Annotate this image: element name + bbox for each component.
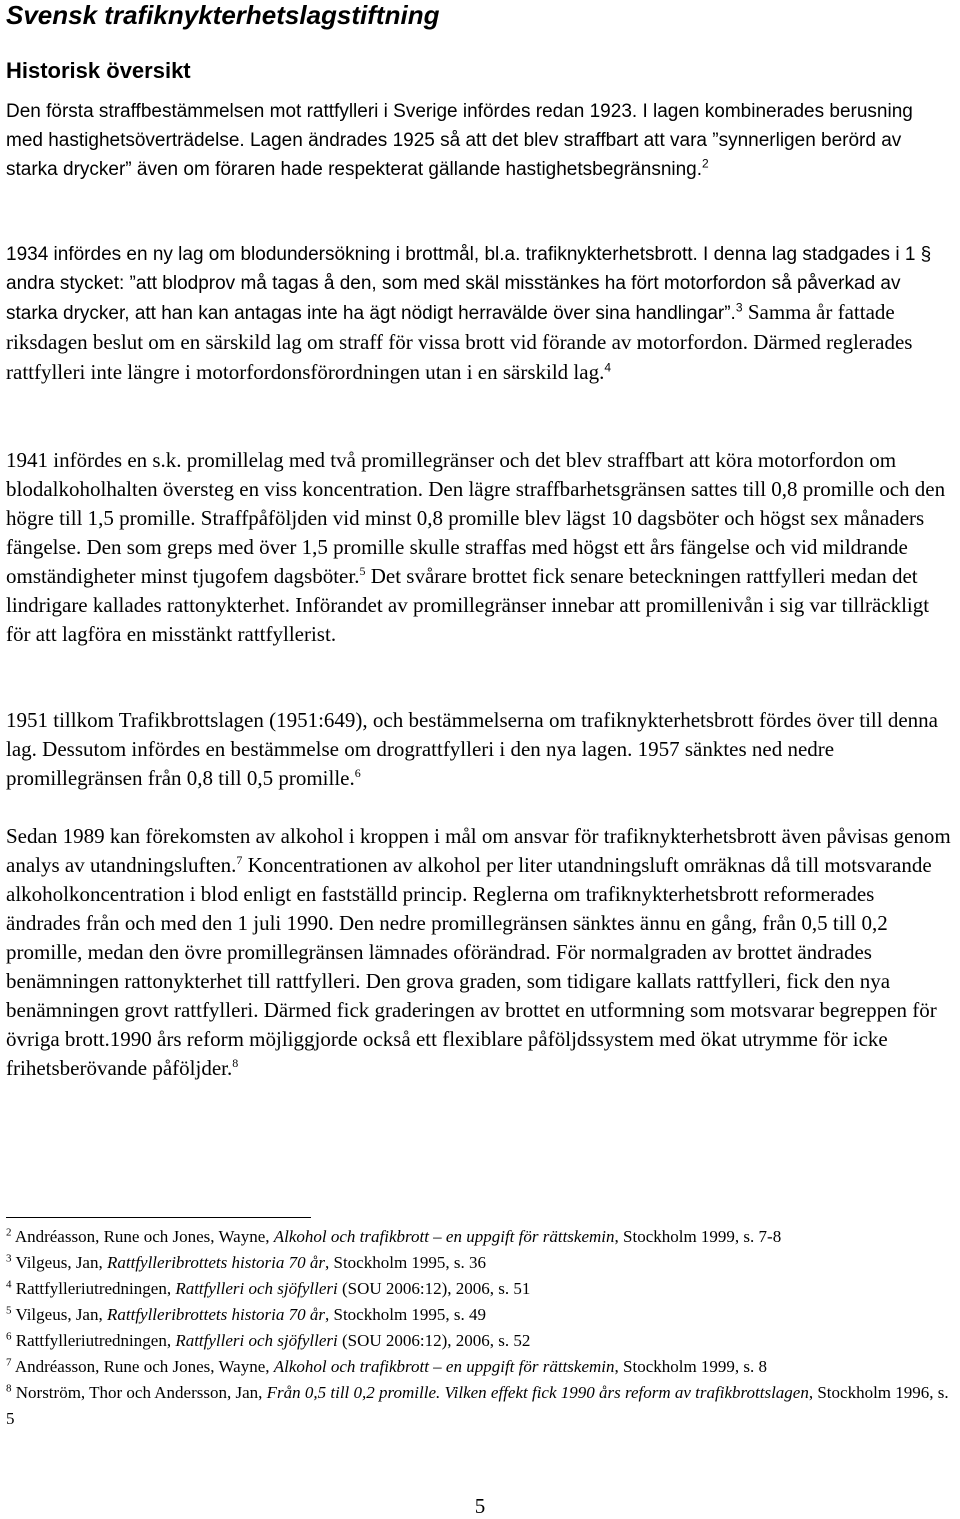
footnote-publication: , Stockholm 1995, s. 36 (325, 1253, 487, 1272)
footnote-number: 2 (6, 1226, 12, 1239)
footnote (6, 1380, 958, 1432)
footnote-number: 5 (6, 1304, 12, 1317)
footnote-author: Rattfylleriutredningen, (15, 1279, 176, 1298)
footnote-ref-6[interactable]: 6 (354, 766, 361, 780)
document-title: Svensk trafiknykterhetslagstiftning (6, 0, 440, 30)
paragraph-4-text: 1951 tillkom Trafikbrottslagen (1951:649), och bestämmelserna om trafiknykterhetsbrott fördes över till denna lag. Dessutom infördes en bestämmelse om drograttfylleri i den nya lagen. 1957 sänktes ned nedre promillegränsen från 0,8 till 0,5 promille. (6, 708, 938, 790)
footnote-ref-4[interactable]: 4 (604, 360, 612, 375)
paragraph-5-text-a: Sedan 1989 kan förekomsten av alkohol i kroppen i mål om ansvar för trafiknykterhetsbrott även påvisas genom analys av utandningsluften. (6, 824, 951, 877)
footnote (6, 1224, 958, 1250)
footnote-number: 3 (6, 1252, 12, 1265)
paragraph-3 (6, 446, 954, 649)
paragraph-2 (6, 240, 954, 388)
footnote-title: Från 0,5 till 0,2 promille. Vilken effekt fick 1990 års reform av trafikbrottslagen (266, 1383, 809, 1402)
footnote-publication: , Stockholm 1996, s. 5 (6, 1383, 949, 1428)
footnote-number: 8 (6, 1382, 12, 1395)
paragraph-2-text-a: 1934 infördes en ny lag om blodundersökning i brottmål, bl.a. trafiknykterhetsbrott. I denna lag stadgades i 1 § andra stycket: ”att blodprov må tagas å den, som med skäl misstänkes ha fört motorfordon så påverkad av starka drycker, att han kan antagas inte ha ägt nödigt herravälde över sina handlingar”. (6, 244, 932, 324)
footnote-publication: , Stockholm 1995, s. 49 (325, 1305, 487, 1324)
footnote (6, 1250, 958, 1276)
footnote-ref-7[interactable]: 7 (236, 853, 243, 867)
footnote-ref-2[interactable]: 2 (702, 156, 709, 171)
footnote-author: Norström, Thor och Andersson, Jan, (15, 1383, 267, 1402)
footnote-author: Rattfylleriutredningen, (15, 1331, 176, 1350)
footnote-publication: , Stockholm 1999, s. 8 (614, 1357, 768, 1376)
footnote-number: 6 (6, 1330, 12, 1343)
section-heading: Historisk översikt (6, 58, 191, 83)
footnotes (6, 1224, 958, 1432)
paragraph-2-text-b: Samma år fattade riksdagen beslut om en särskild lag om straff för vissa brott vid förande av motorfordon. Därmed reglerades rattfylleri inte längre i motorfordonsförordningen utan i en särskild lag. (6, 300, 913, 384)
paragraph-1 (6, 97, 954, 184)
footnote-ref-3[interactable]: 3 (735, 300, 743, 315)
footnote-author: Vilgeus, Jan, (15, 1305, 107, 1324)
footnote-publication: (SOU 2006:12), 2006, s. 51 (337, 1279, 531, 1298)
footnote (6, 1328, 958, 1354)
footnote (6, 1276, 958, 1302)
footnote-separator (6, 1217, 311, 1218)
footnote-author: Vilgeus, Jan, (15, 1253, 107, 1272)
footnote-publication: , Stockholm 1999, s. 7-8 (614, 1227, 782, 1246)
footnote (6, 1354, 958, 1380)
footnote-author: Andréasson, Rune och Jones, Wayne, (14, 1227, 274, 1246)
footnote-publication: (SOU 2006:12), 2006, s. 52 (337, 1331, 531, 1350)
paragraph-5-text-b: Koncentrationen av alkohol per liter utandningsluft omräknas då till motsvarande alkoholkoncentration i blod enligt en fastställd princip. Reglerna om trafiknykterhetsbrott reformerades ändrades från och med den 1 juli 1990. Den nedre promillegränsen sänktes ännu en gång, från 0,5 till 0,2 promille, medan den övre promillegränsen lämnades oförändrad. För normalgraden av brottet ändrades benämningen rattonykterhet till rattfylleri. Den grova graden, som tidigare kallats rattfylleri, fick den nya benämningen grovt rattfylleri. Därmed fick graderingen av brottet en utformning som motsvarar begreppen för övriga brott.1990 års reform möjliggjorde också ett flexiblare påföljdssystem med ökat utrymme för icke frihetsberövande påföljder. (6, 853, 937, 1080)
footnote-number: 7 (6, 1356, 12, 1369)
paragraph-1-text: Den första straffbestämmelsen mot rattfylleri i Sverige infördes redan 1923. I lagen kombinerades berusning med hastighetsöverträdelse. Lagen ändrades 1925 så att det blev straffbart att vara ”synnerligen berörd av starka drycker” även om föraren hade respekterat gällande hastighetsbegränsning. (6, 101, 913, 180)
footnote-title: Alkohol och trafikbrott – en uppgift för rättskemin (273, 1227, 615, 1246)
footnote-title: Rattfylleri och sjöfylleri (175, 1331, 338, 1350)
footnote-number: 4 (6, 1278, 12, 1291)
footnote-title: Alkohol och trafikbrott – en uppgift för rättskemin (273, 1357, 615, 1376)
footnote-title: Rattfylleribrottets historia 70 år (106, 1305, 325, 1324)
paragraph-3-text-a: 1941 infördes en s.k. promillelag med två promillegränser och det blev straffbart att köra motorfordon om blodalkoholhalten översteg en viss koncentration. Den lägre straffbarhetsgränsen sattes till 0,8 promille och den högre till 1,5 promille. Straffpåföljden vid minst 0,8 promille blev lägst 10 dagsböter och högst sex månaders fängelse. Den som greps med över 1,5 promille skulle straffas med högst ett års fängelse och vid mildrande omständigheter minst tjugofem dagsböter. (6, 448, 946, 588)
footnote-title: Rattfylleri och sjöfylleri (175, 1279, 338, 1298)
paragraph-5 (6, 822, 954, 1083)
paragraph-3-text-b: Det svårare brottet fick senare beteckningen rattfylleri medan det lindrigare kallades rattonykterhet. Införandet av promillegränser innebar att promillenivån i sig var tillräckligt för att lagföra en misstänkt rattfyllerist. (6, 564, 930, 646)
footnote-ref-8[interactable]: 8 (232, 1056, 239, 1070)
paragraph-4 (6, 706, 954, 793)
footnote-ref-5[interactable]: 5 (359, 564, 366, 578)
page-number: 5 (474, 1494, 486, 1518)
footnote-title: Rattfylleribrottets historia 70 år (106, 1253, 325, 1272)
footnote (6, 1302, 958, 1328)
footnote-author: Andréasson, Rune och Jones, Wayne, (14, 1357, 274, 1376)
